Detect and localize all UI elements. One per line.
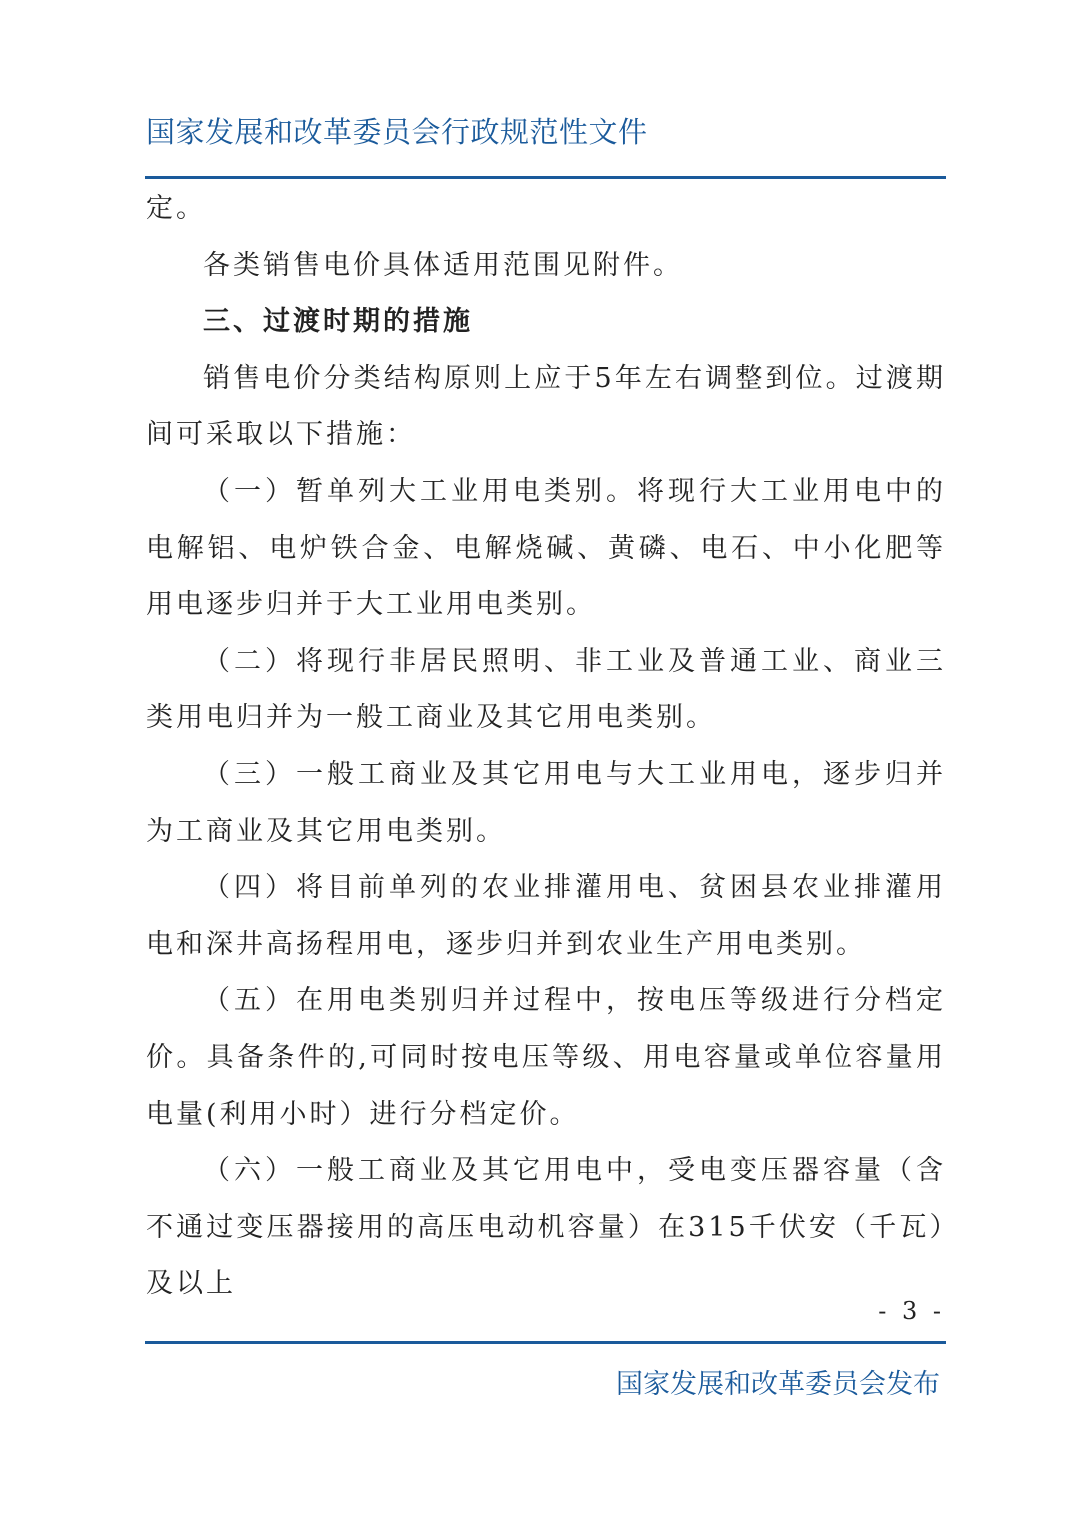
paragraph-measure-5: （五）在用电类别归并过程中，按电压等级进行分档定价。具备条件的,可同时按电压等级、用电容量或单位容量用电量(利用小时）进行分档定价。 (146, 985, 946, 1130)
footer-publisher: 国家发展和改革委员会发布 (616, 1369, 940, 1400)
paragraph-measure-4: （四）将目前单列的农业排灌用电、贫困县农业排灌用电和深井高扬程用电，逐步归并到农业生产用电类别。 (146, 872, 946, 960)
footer-divider (145, 1341, 946, 1344)
paragraph-scope-note: 各类销售电价具体适用范围见附件。 (203, 249, 683, 281)
paragraph-measure-6: （六）一般工商业及其它用电中，受电变压器容量（含不通过变压器接用的高压电动机容量）在315千伏安（千瓦）及以上 (146, 1155, 946, 1300)
paragraph-transition-intro: 销售电价分类结构原则上应于5年左右调整到位。过渡期间可采取以下措施： (146, 362, 946, 451)
document-body (146, 181, 946, 1313)
paragraph-measure-2: （二）将现行非居民照明、非工业及普通工业、商业三类用电归并为一般工商业及其它用电类别。 (146, 645, 946, 734)
paragraph-continuation: 定。 (146, 193, 206, 224)
paragraph-measure-3: （三）一般工商业及其它用电与大工业用电，逐步归并为工商业及其它用电类别。 (146, 758, 946, 847)
page-number: - 3 - (878, 1297, 945, 1325)
section-heading-transition: 三、过渡时期的措施 (203, 306, 473, 338)
document-header-title: 国家发展和改革委员会行政规范性文件 (146, 115, 648, 149)
header-divider (145, 176, 946, 179)
paragraph-measure-1: （一）暂单列大工业用电类别。将现行大工业用电中的电解铝、电炉铁合金、电解烧碱、黄磷、电石、中小化肥等用电逐步归并于大工业用电类别。 (146, 475, 946, 621)
